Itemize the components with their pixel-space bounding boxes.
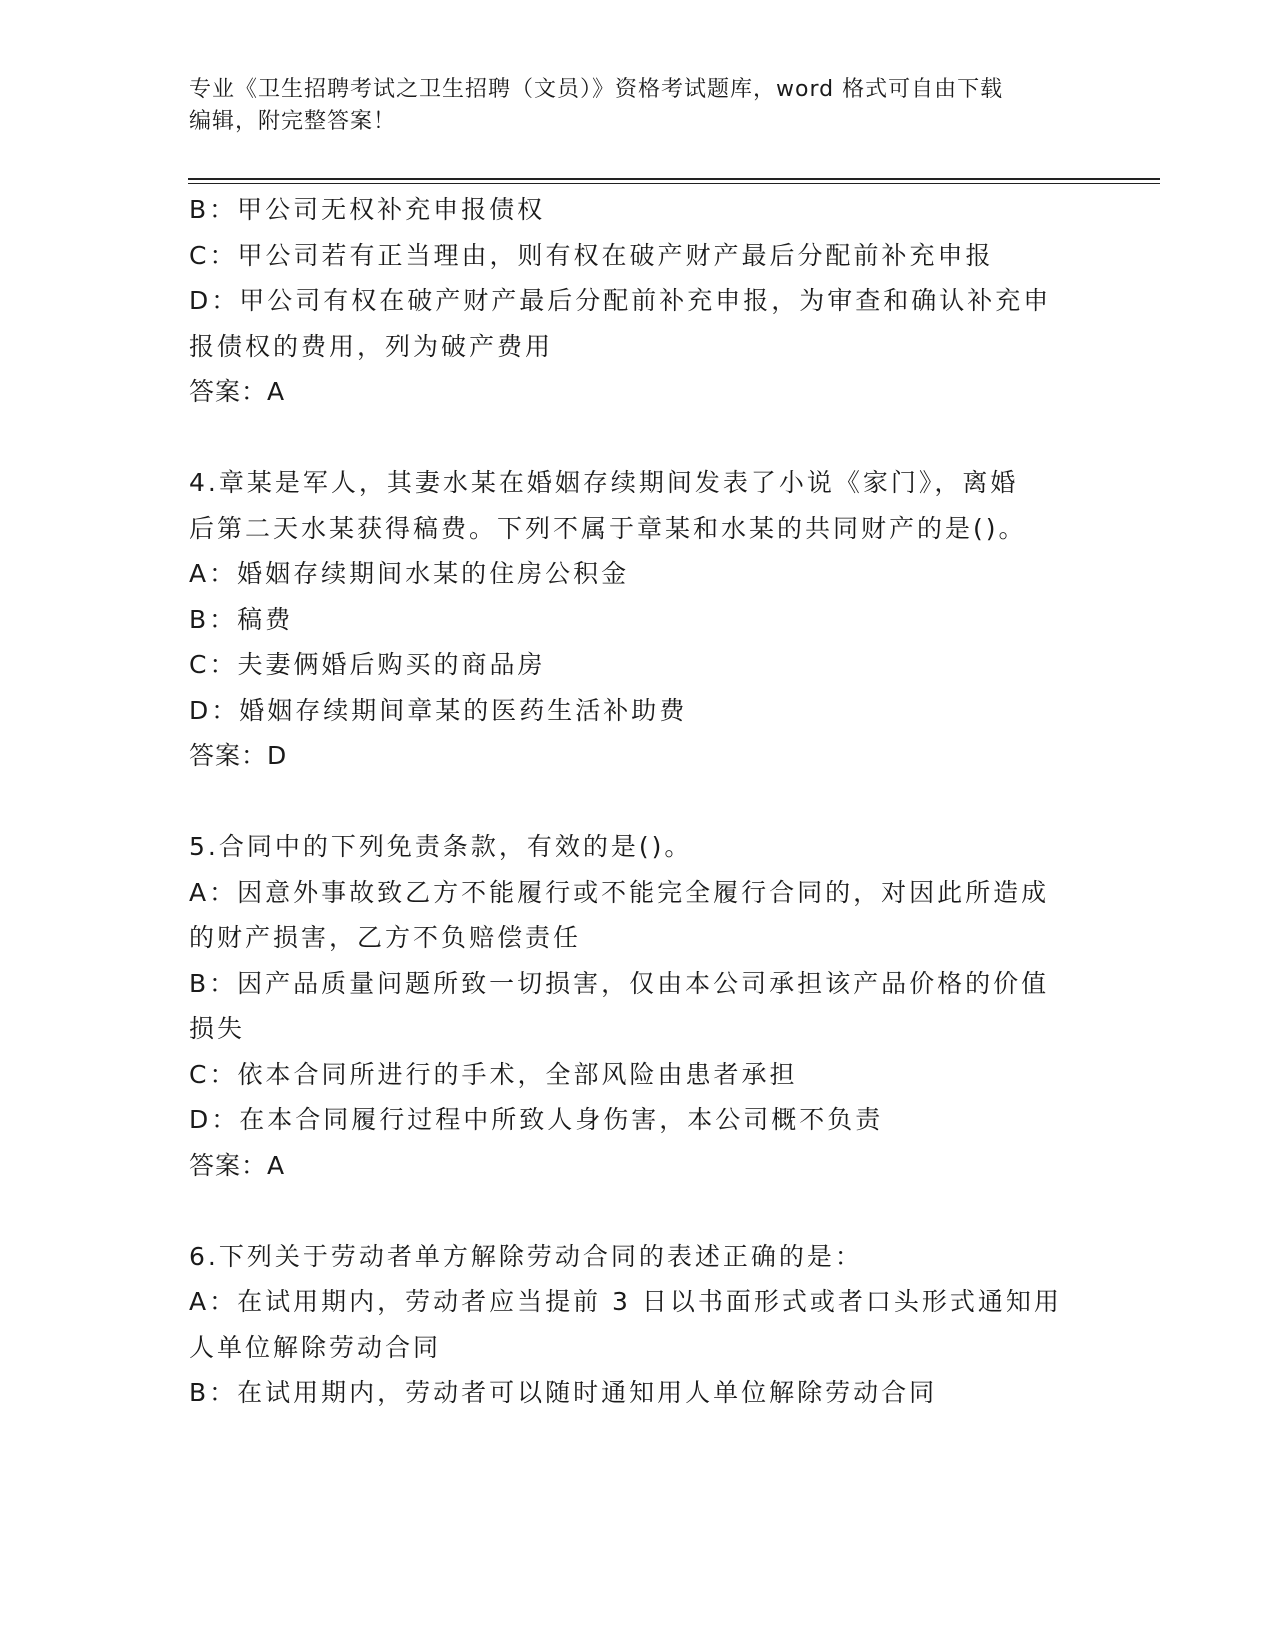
question-4: [189, 460, 1089, 779]
q6-option-b: B：在试用期内，劳动者可以随时通知用人单位解除劳动合同: [189, 1378, 938, 1407]
document-header: [189, 74, 1089, 138]
q3-answer: 答案：A: [189, 377, 286, 406]
q5-stem: 5.合同中的下列免责条款，有效的是()。: [189, 832, 693, 861]
q5-option-b-line-1: B：因产品质量问题所致一切损害，仅由本公司承担该产品价格的价值: [189, 968, 1050, 998]
question-6: [189, 1234, 1089, 1416]
header-rule-thick: [188, 178, 1160, 180]
q4-option-b: B：稿费: [189, 604, 294, 634]
q5-answer: 答案：A: [189, 1150, 286, 1180]
q3-option-c: C：甲公司若有正当理由，则有权在破产财产最后分配前补充申报: [189, 240, 994, 270]
q6-stem: 6.下列关于劳动者单方解除劳动合同的表述正确的是：: [189, 1241, 863, 1271]
header-line-2: 编辑，附完整答案！: [189, 109, 397, 134]
q6-option-a-line-2: 人单位解除劳动合同: [189, 1332, 442, 1362]
q5-option-a-line-2: 的财产损害，乙方不负赔偿责任: [189, 923, 582, 952]
spacer: [189, 1188, 1089, 1234]
header-rule-thin: [188, 183, 1160, 184]
q5-option-a-line-1: A：因意外事故致乙方不能履行或不能完全履行合同的，对因此所造成: [189, 877, 1050, 907]
q6-option-a-line-1: A：在试用期内，劳动者应当提前 3 日以书面形式或者口头形式通知用: [189, 1287, 1062, 1316]
document-body: [189, 187, 1089, 1416]
q4-option-c: C：夫妻俩婚后购买的商品房: [189, 650, 546, 679]
q4-option-d: D：婚姻存续期间章某的医药生活补助费: [189, 695, 688, 725]
q3-option-b: B：甲公司无权补充申报债权: [189, 195, 546, 224]
spacer: [189, 415, 1089, 461]
q3-option-d-line-2: 报债权的费用，列为破产费用: [189, 331, 554, 361]
q4-option-a: A：婚姻存续期间水某的住房公积金: [189, 559, 630, 588]
question-5: [189, 824, 1089, 1188]
q5-option-d: D：在本合同履行过程中所致人身伤害，本公司概不负责: [189, 1105, 884, 1134]
q3-option-d-line-1: D：甲公司有权在破产财产最后分配前补充申报，为审查和确认补充申: [189, 286, 1052, 315]
spacer: [189, 779, 1089, 825]
q4-stem-line-1: 4.章某是军人，其妻水某在婚姻存续期间发表了小说《家门》，离婚: [189, 468, 1019, 497]
q4-stem-line-2: 后第二天水某获得稿费。下列不属于章某和水某的共同财产的是()。: [189, 513, 1027, 543]
question-3-tail: [189, 187, 1089, 415]
q4-answer: 答案：D: [189, 741, 288, 770]
q5-option-b-line-2: 损失: [189, 1014, 246, 1043]
q5-option-c: C：依本合同所进行的手术，全部风险由患者承担: [189, 1059, 798, 1089]
header-line-1: 专业《卫生招聘考试之卫生招聘（文员）》资格考试题库，word 格式可自由下载: [189, 77, 1004, 102]
